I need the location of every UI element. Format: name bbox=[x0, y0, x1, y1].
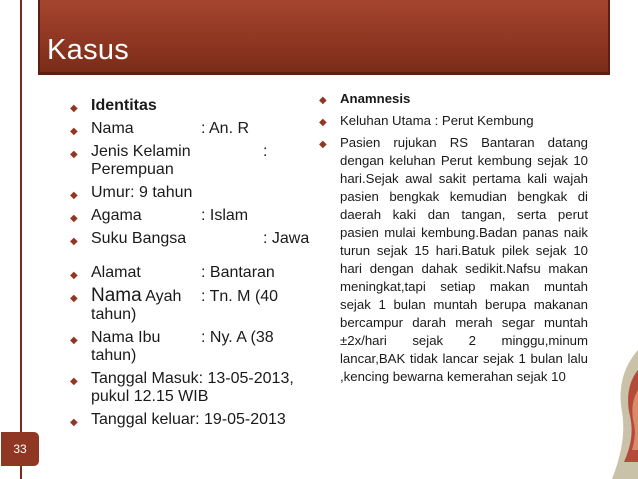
identitas-heading: Identitas bbox=[91, 97, 157, 114]
nama-label: Nama bbox=[91, 120, 134, 137]
left-rule bbox=[20, 0, 22, 479]
list-item bbox=[319, 134, 588, 386]
identity-list bbox=[70, 97, 320, 434]
nama-value: : An. R bbox=[201, 120, 250, 137]
umur-text: Umur: 9 tahun bbox=[91, 184, 193, 201]
list-item bbox=[70, 411, 320, 429]
tanggal-keluar: Tanggal keluar: 19-05-2013 bbox=[91, 411, 286, 428]
anamnesis-list bbox=[319, 90, 588, 390]
anamnesis-heading: Anamnesis bbox=[340, 91, 411, 106]
alamat-value: : Bantaran bbox=[201, 264, 275, 281]
title-bar bbox=[38, 0, 610, 75]
bullet-icon: ◆ bbox=[70, 335, 78, 346]
bullet-icon: ◆ bbox=[70, 270, 78, 281]
nama-ibu-value: : Ny. A (38 bbox=[201, 329, 274, 346]
list-item bbox=[70, 184, 320, 202]
bullet-icon: ◆ bbox=[70, 213, 78, 224]
nama-ayah-rest: Ayah bbox=[145, 288, 182, 305]
slide-number: 33 bbox=[1, 432, 39, 466]
bullet-icon: ◆ bbox=[70, 376, 78, 387]
alamat-label: Alamat bbox=[91, 264, 141, 281]
suku-label: Suku Bangsa bbox=[91, 230, 187, 247]
jenis-kelamin-label: Jenis Kelamin bbox=[91, 143, 191, 160]
kidney-decoration-icon bbox=[612, 350, 638, 479]
slide-title: Kasus bbox=[47, 34, 130, 66]
list-item bbox=[319, 90, 588, 108]
bullet-icon: ◆ bbox=[70, 190, 78, 201]
list-item bbox=[70, 97, 320, 115]
agama-label: Agama bbox=[91, 207, 142, 224]
bullet-icon: ◆ bbox=[70, 236, 78, 247]
nama-ibu-value-line2: tahun) bbox=[91, 347, 137, 364]
jenis-kelamin-colon: : bbox=[263, 143, 268, 160]
nama-ayah-label bbox=[91, 287, 201, 306]
jenis-kelamin-value: Perempuan bbox=[91, 161, 174, 178]
list-item bbox=[319, 112, 588, 130]
bullet-icon: ◆ bbox=[319, 95, 327, 106]
tanggal-masuk: Tanggal Masuk: 13-05-2013, pukul 12.15 WIB bbox=[91, 370, 294, 405]
bullet-icon: ◆ bbox=[70, 149, 78, 160]
nama-ibu-label: Nama Ibu bbox=[91, 329, 161, 346]
bullet-icon: ◆ bbox=[70, 103, 78, 114]
nama-ayah-word: Nama bbox=[91, 285, 142, 306]
agama-value: : Islam bbox=[201, 207, 249, 224]
bullet-icon: ◆ bbox=[70, 293, 78, 304]
bullet-icon: ◆ bbox=[70, 126, 78, 137]
pasien-paragraph: Pasien rujukan RS Bantaran datang dengan keluhan Perut kembung sejak 10 hari.Sejak awal sakit pertama kali wajah pasien bengkak kemudian bengkak di daerah kaki dan tangan, serta perut pasien mulai kembung.Badan panas naik turun sejak 15 hari.Batuk pilek sejak 10 hari dengan dahak sedikit.Nafsu makan meningkat,tapi setiap makan muntah sejak 1 bulan muntah berupa makanan bercampur darah merah segar muntah ±2x/hari sejak 2 minggu,minum lancar,BAK tidak lancar sejak 1 bulan lalu ,kencing bewarna kemerahan sejak 10 bbox=[340, 135, 588, 384]
list-item bbox=[70, 329, 320, 365]
nama-ayah-value-line2: tahun) bbox=[91, 306, 137, 323]
bullet-icon: ◆ bbox=[319, 117, 327, 128]
list-item bbox=[70, 287, 320, 324]
suku-value: : Jawa bbox=[263, 230, 310, 247]
bullet-icon: ◆ bbox=[70, 417, 78, 428]
nama-ayah-value: : Tn. M (40 bbox=[201, 288, 279, 305]
list-item bbox=[70, 370, 320, 406]
list-item bbox=[70, 230, 320, 248]
bullet-icon: ◆ bbox=[319, 139, 327, 150]
list-item bbox=[70, 143, 320, 179]
list-item bbox=[70, 207, 320, 225]
list-item bbox=[70, 120, 320, 138]
list-item bbox=[70, 264, 320, 282]
keluhan-utama: Keluhan Utama : Perut Kembung bbox=[340, 113, 534, 128]
